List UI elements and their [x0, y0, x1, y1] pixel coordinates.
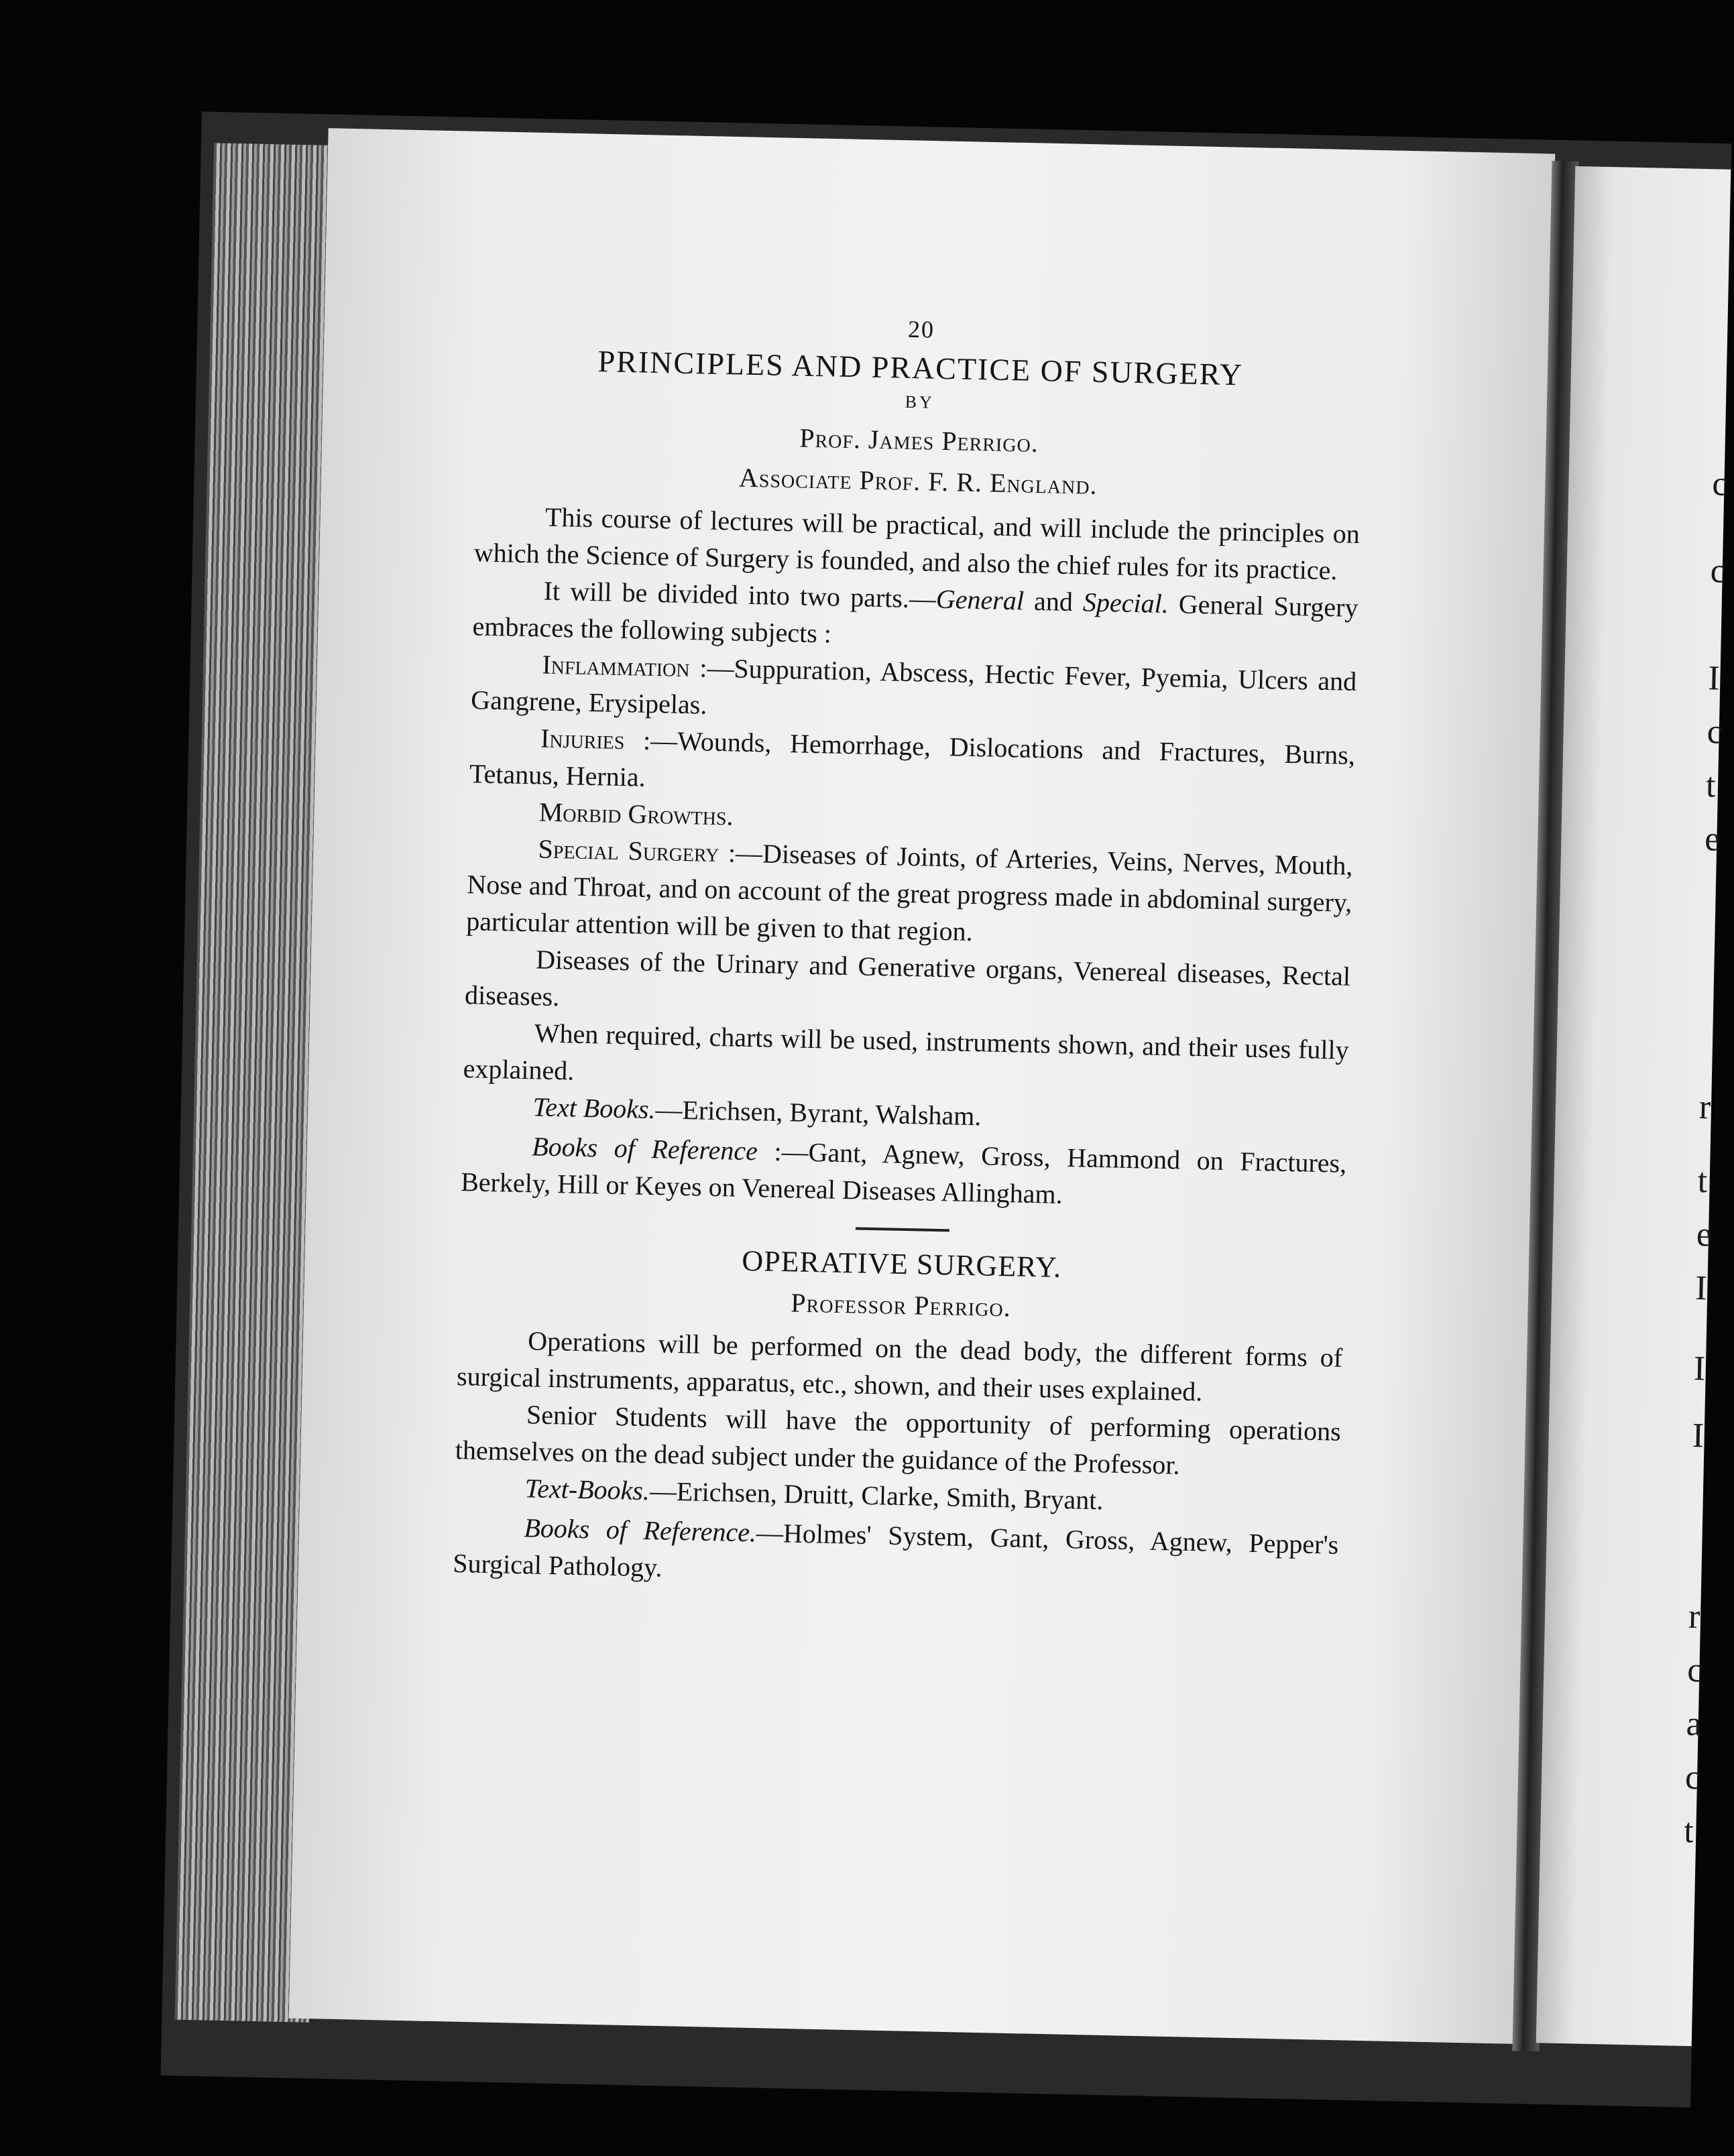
- operative-reference-label: Books of Reference.: [524, 1512, 757, 1548]
- operative-professor: Professor Perrigo.: [790, 1287, 1012, 1323]
- section-title-surgery: PRINCIPLES AND PRACTICE OF SURGERY: [597, 344, 1244, 392]
- byline: BY: [905, 392, 935, 412]
- facing-page-letter: I: [1692, 1416, 1704, 1455]
- facing-page-letter: e: [1704, 820, 1721, 859]
- textbooks-label: Text Books.: [532, 1091, 656, 1125]
- special-text: :—Diseases of Joints, of Arteries, Veins, Nerves, Mouth, Nose and Throat, and on account of the great progress made in abdominal surgery, particular attention will be given to that region.: [465, 837, 1353, 947]
- section-title-operative: OPERATIVE SURGERY.: [741, 1244, 1062, 1284]
- page-text: [447, 306, 1365, 1893]
- associate-author: Associate Prof. F. R. England.: [738, 462, 1098, 500]
- facing-page-letter: c: [1707, 713, 1723, 752]
- page-number: 20: [907, 315, 935, 343]
- parts-special: Special.: [1082, 587, 1169, 619]
- inflammation-heading: Inflammation: [542, 649, 691, 683]
- author: Prof. James Perrigo.: [799, 422, 1039, 458]
- facing-page-letter: t: [1705, 766, 1717, 805]
- facing-page-letter: I: [1694, 1268, 1708, 1308]
- seniors-paragraph: Senior Students will have the opportunity of performing operations themselves on the dead subject under the guidance of the Professor.: [455, 1399, 1342, 1480]
- charts-paragraph: When required, charts will be used, instruments shown, and their uses fully explained.: [463, 1018, 1350, 1086]
- facing-page-letter: a: [1686, 1704, 1702, 1744]
- operative-reference-text: —Holmes' System, Gant, Gross, Agnew, Pepper's Surgical Pathology.: [452, 1517, 1339, 1583]
- facing-page-letter: c: [1686, 1651, 1704, 1690]
- parts-post: General Surgery embraces the following subjects :: [472, 589, 1359, 649]
- injuries-text: :—Wounds, Hemorrhage, Dislocations and Fractures, Burns, Tetanus, Hernia.: [469, 725, 1356, 792]
- facing-page-letter: I: [1707, 659, 1721, 698]
- facing-page-letter: t: [1697, 1162, 1708, 1201]
- textbooks-text: —Erichsen, Byrant, Walsham.: [655, 1094, 982, 1132]
- facing-page-letter: e: [1696, 1215, 1713, 1254]
- reference-paragraph: [461, 1126, 1347, 1219]
- facing-page-letter: c: [1684, 1758, 1701, 1797]
- operations-paragraph: Operations will be performed on the dead body, the different forms of surgical instruments, apparatus, etc., shown, and their uses explained.: [456, 1325, 1343, 1407]
- section-divider: [856, 1227, 949, 1232]
- reference-label: Books of Reference: [531, 1131, 758, 1166]
- facing-page-letter: t: [1683, 1811, 1694, 1851]
- parts-general: General: [935, 583, 1025, 616]
- special-paragraph: [466, 829, 1353, 958]
- facing-page-letter: r: [1698, 1088, 1711, 1127]
- reference-text: :—Gant, Agnew, Gross, Hammond on Fractures, Berkely, Hill or Keyes on Venereal Diseases Allingham.: [460, 1136, 1347, 1209]
- facing-page-letter: I: [1693, 1349, 1706, 1388]
- operative-reference-paragraph: [453, 1508, 1339, 1600]
- morbid-heading: Morbid Growths.: [538, 796, 734, 831]
- injuries-heading: Injuries: [540, 723, 625, 756]
- intro-paragraph: This course of lectures will be practical, and will include the principles on which the Science of Surgery is founded, and also the chief rules for its practice.: [473, 501, 1361, 586]
- operative-textbooks-label: Text-Books.: [524, 1473, 650, 1506]
- urinary-paragraph: Diseases of the Urinary and Generative organs, Venereal diseases, Rectal diseases.: [464, 944, 1351, 1012]
- facing-page-letter: r: [1688, 1597, 1700, 1636]
- facing-page-letter: c: [1710, 552, 1727, 591]
- special-heading: Special Surgery: [538, 833, 719, 868]
- facing-page-letter: c: [1711, 465, 1729, 503]
- operative-textbooks-text: —Erichsen, Druitt, Clarke, Smith, Bryant.: [649, 1476, 1104, 1516]
- inflammation-text: :—Suppuration, Abscess, Hectic Fever, Pyemia, Ulcers and Gangrene, Erysipelas.: [470, 652, 1357, 720]
- parts-pre: It will be divided into two parts.—: [543, 575, 937, 614]
- parts-and: and: [1023, 585, 1084, 617]
